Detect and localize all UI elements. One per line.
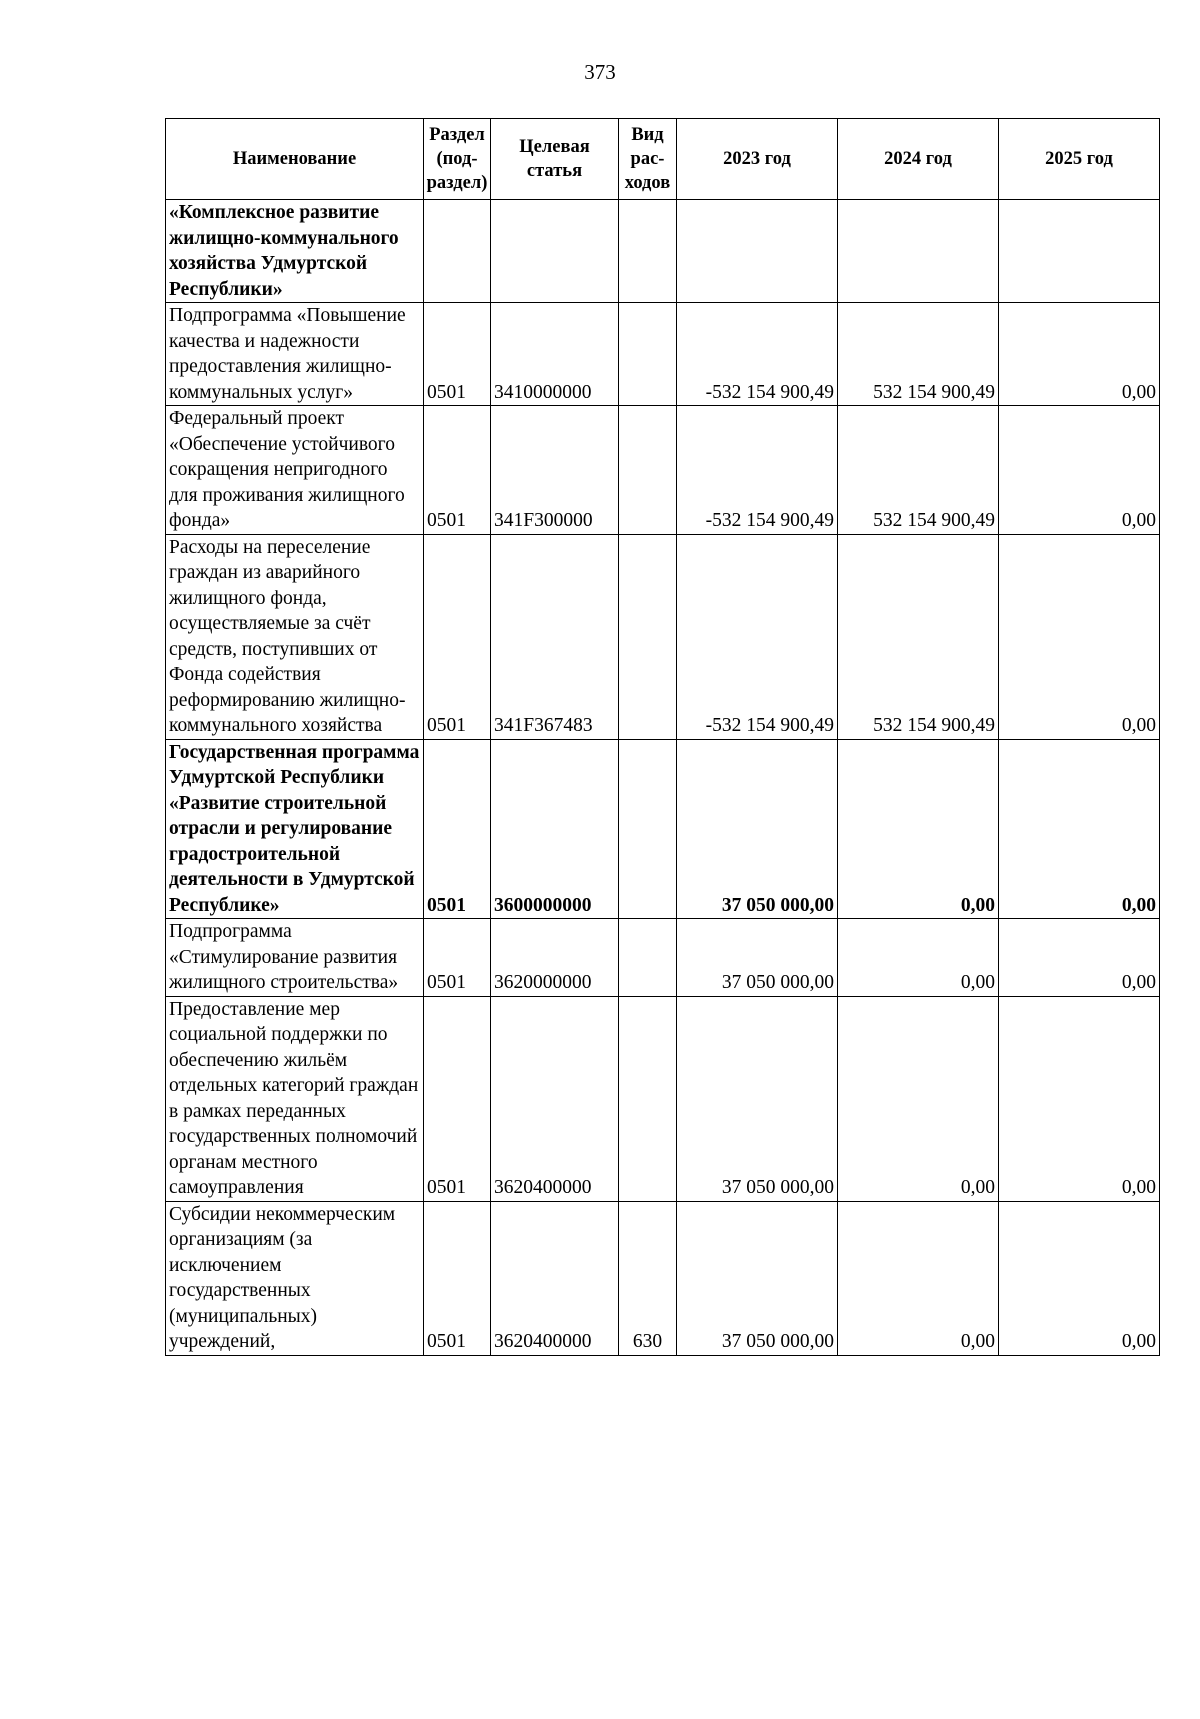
row-2024 [838, 200, 999, 303]
header-kind: Вид рас-ходов [619, 119, 677, 200]
row-2025: 0,00 [999, 406, 1160, 535]
row-target: 3600000000 [491, 739, 619, 919]
row-2025: 0,00 [999, 1201, 1160, 1355]
row-2023: 37 050 000,00 [677, 739, 838, 919]
row-2024: 532 154 900,49 [838, 534, 999, 739]
row-section: 0501 [424, 303, 491, 406]
row-name: Предоставление мер социальной поддержки по обеспечению жильём отдельных категорий граждан в рамках переданных государственных полномочий органам местного самоуправления [166, 996, 424, 1201]
row-2025: 0,00 [999, 534, 1160, 739]
row-2024: 0,00 [838, 739, 999, 919]
row-name: Государственная программа Удмуртской Республики «Развитие строительной отрасли и регулирование градостроительной деятельности в Удмуртской Республике» [166, 739, 424, 919]
table-row [166, 534, 1160, 739]
header-2023: 2023 год [677, 119, 838, 200]
header-name: Наименование [166, 119, 424, 200]
header-2024: 2024 год [838, 119, 999, 200]
table-row [166, 739, 1160, 919]
row-section: 0501 [424, 919, 491, 997]
row-section [424, 200, 491, 303]
row-2025 [999, 200, 1160, 303]
row-2025: 0,00 [999, 739, 1160, 919]
row-2024: 532 154 900,49 [838, 406, 999, 535]
row-target: 3620000000 [491, 919, 619, 997]
row-2024: 0,00 [838, 996, 999, 1201]
row-2023: 37 050 000,00 [677, 996, 838, 1201]
row-section: 0501 [424, 534, 491, 739]
row-kind [619, 996, 677, 1201]
row-name: Федеральный проект «Обеспечение устойчивого сокращения непригодного для проживания жилищного фонда» [166, 406, 424, 535]
row-section: 0501 [424, 1201, 491, 1355]
table-row [166, 406, 1160, 535]
row-2023: -532 154 900,49 [677, 534, 838, 739]
row-2024: 0,00 [838, 1201, 999, 1355]
row-2024: 532 154 900,49 [838, 303, 999, 406]
row-2023 [677, 200, 838, 303]
table-row [166, 919, 1160, 997]
row-2023: -532 154 900,49 [677, 303, 838, 406]
row-target: 3410000000 [491, 303, 619, 406]
row-target: 3620400000 [491, 1201, 619, 1355]
table-row [166, 303, 1160, 406]
row-kind: 630 [619, 1201, 677, 1355]
header-target: Целевая статья [491, 119, 619, 200]
row-kind [619, 534, 677, 739]
row-name: Расходы на переселение граждан из аварийного жилищного фонда, осуществляемые за счёт средств, поступивших от Фонда содействия реформированию жилищно-коммунального хозяйства [166, 534, 424, 739]
row-kind [619, 919, 677, 997]
page-number: 373 [584, 60, 616, 84]
table-row [166, 1201, 1160, 1355]
row-target [491, 200, 619, 303]
row-kind [619, 406, 677, 535]
header-row [166, 119, 1160, 200]
row-target: 3620400000 [491, 996, 619, 1201]
row-2025: 0,00 [999, 303, 1160, 406]
row-section: 0501 [424, 996, 491, 1201]
row-kind [619, 739, 677, 919]
header-section: Раздел (под-раздел) [424, 119, 491, 200]
row-section: 0501 [424, 406, 491, 535]
row-2025: 0,00 [999, 996, 1160, 1201]
row-kind [619, 200, 677, 303]
row-target: 341F300000 [491, 406, 619, 535]
table-row [166, 200, 1160, 303]
row-name: Подпрограмма «Повышение качества и надежности предоставления жилищно-коммунальных услуг» [166, 303, 424, 406]
row-kind [619, 303, 677, 406]
row-2023: 37 050 000,00 [677, 1201, 838, 1355]
row-name: «Комплексное развитие жилищно-коммунального хозяйства Удмуртской Республики» [166, 200, 424, 303]
header-2025: 2025 год [999, 119, 1160, 200]
row-section: 0501 [424, 739, 491, 919]
row-2024: 0,00 [838, 919, 999, 997]
row-2025: 0,00 [999, 919, 1160, 997]
budget-table [165, 118, 1160, 1356]
row-name: Субсидии некоммерческим организациям (за исключением государственных (муниципальных) учреждений, [166, 1201, 424, 1355]
row-target: 341F367483 [491, 534, 619, 739]
row-name: Подпрограмма «Стимулирование развития жилищного строительства» [166, 919, 424, 997]
row-2023: 37 050 000,00 [677, 919, 838, 997]
table-row [166, 996, 1160, 1201]
row-2023: -532 154 900,49 [677, 406, 838, 535]
